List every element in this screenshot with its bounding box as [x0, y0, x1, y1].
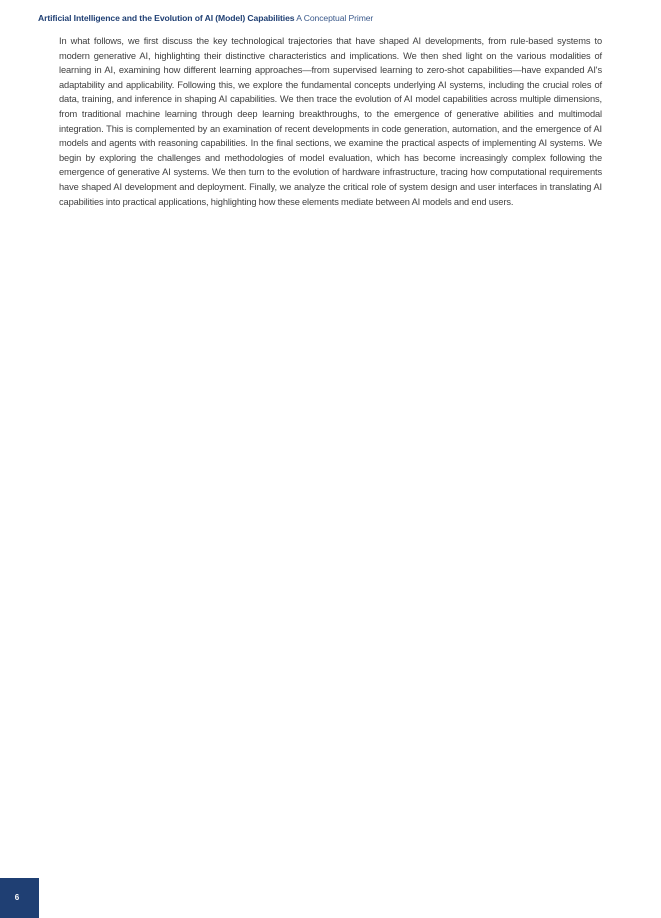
header-title: Artificial Intelligence and the Evolution of AI (Model) Capabilities — [38, 13, 295, 23]
page-number: 6 — [14, 893, 20, 902]
running-header — [38, 13, 638, 24]
body-paragraph: In what follows, we first discuss the key technological trajectories that have shaped AI developments, from rule-based systems to modern generative AI, highlighting their distinctive characteristics and implications. We then shed light on the various modalities of learning in AI, examining how different learning approaches—from supervised learning to zero-shot capabilities—have expanded AI's adaptability and applicability. Following this, we explore the fundamental concepts underlying AI systems, including the crucial roles of data, training, and inference in shaping AI capabilities. We then trace the evolution of AI model capabilities across multiple dimensions, from traditional machine learning through deep learning breakthroughs, to the emergence of generative abilities and multimodal integration. This is complemented by an examination of recent developments in code generation, automation, and the emergence of AI models and agents with reasoning capabilities. In the final sections, we examine the practical aspects of implementing AI systems. We begin by exploring the challenges and methodologies of model evaluation, which has become increasingly complex following the emergence of generative AI systems. We then turn to the evolution of hardware infrastructure, tracing how computational requirements have shaped AI development and deployment. Finally, we analyze the critical role of system design and user interfaces in translating AI capabilities into practical applications, highlighting how these elements mediate between AI models and end users. — [59, 36, 602, 207]
page-number-box — [0, 878, 39, 918]
header-subtitle: A Conceptual Primer — [296, 13, 374, 23]
